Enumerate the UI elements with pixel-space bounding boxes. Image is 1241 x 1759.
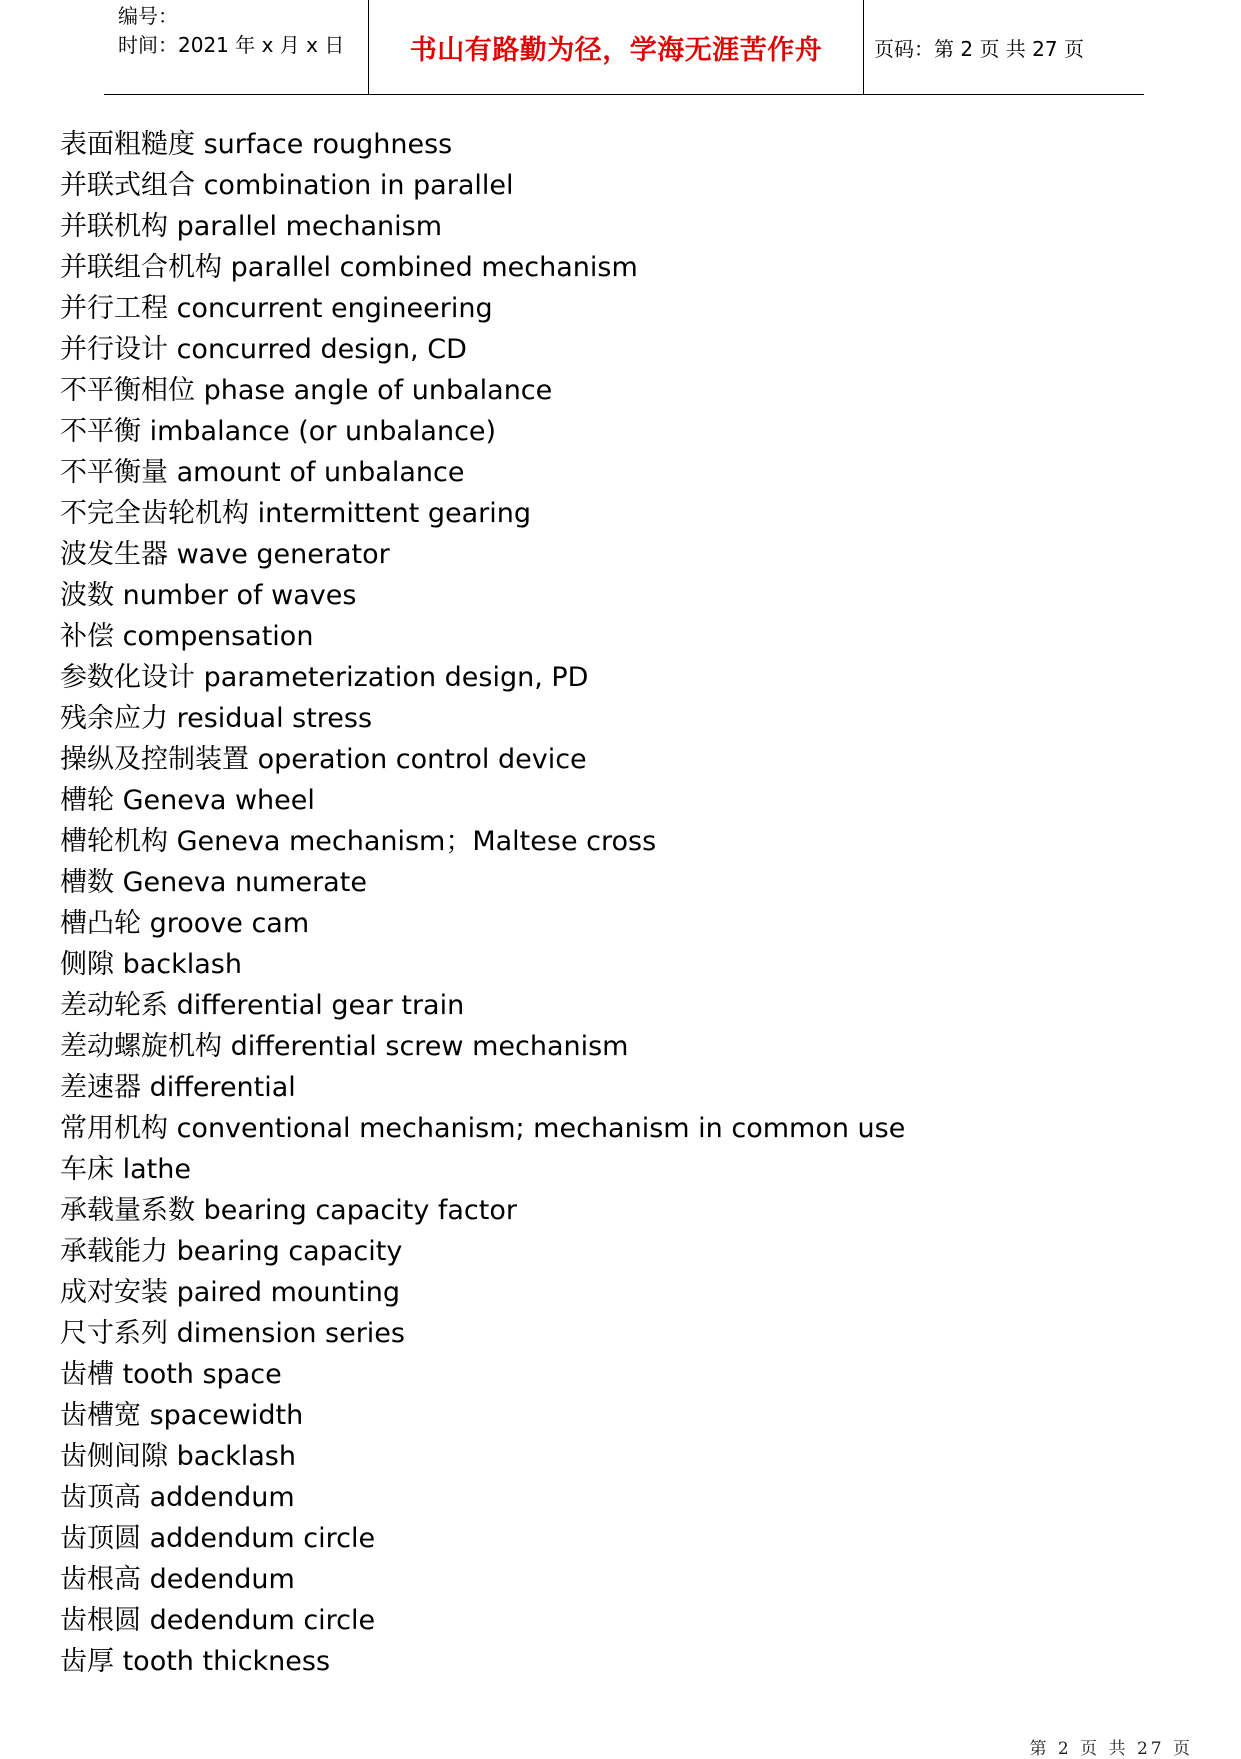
glossary-term: 差动轮系 differential gear train (60, 990, 465, 1021)
glossary-term: 齿厚 tooth thickness (60, 1646, 331, 1677)
document-number-label: 编号： (118, 4, 178, 28)
glossary-term: 齿根圆 dedendum circle (60, 1605, 376, 1636)
glossary-term-list (60, 124, 905, 1682)
glossary-term: 齿顶高 addendum (60, 1482, 295, 1513)
glossary-term: 差动螺旋机构 differential screw mechanism (60, 1031, 629, 1062)
header-motto-cell (368, 0, 864, 94)
glossary-term: 操纵及控制装置 operation control device (60, 744, 587, 775)
glossary-term: 波数 number of waves (60, 580, 357, 611)
glossary-term: 并行工程 concurrent engineering (60, 293, 493, 324)
glossary-term: 槽数 Geneva numerate (60, 867, 367, 898)
glossary-term: 不平衡 imbalance (or unbalance) (60, 416, 497, 447)
glossary-term: 槽轮机构 Geneva mechanism；Maltese cross (60, 826, 657, 857)
glossary-term: 并联式组合 combination in parallel (60, 170, 514, 201)
header-motto: 书山有路勤为径，学海无涯苦作舟 (409, 34, 823, 66)
glossary-term: 承载量系数 bearing capacity factor (60, 1195, 517, 1226)
glossary-term: 槽凸轮 groove cam (60, 908, 310, 939)
page-footer-number: 第 2 页 共 27 页 (1029, 1739, 1193, 1759)
glossary-term: 补偿 compensation (60, 621, 314, 652)
glossary-term: 齿根高 dedendum (60, 1564, 295, 1595)
header-page-cell (862, 0, 1144, 94)
glossary-term: 残余应力 residual stress (60, 703, 373, 734)
glossary-term: 侧隙 backlash (60, 949, 242, 980)
glossary-term: 齿槽宽 spacewidth (60, 1400, 304, 1431)
glossary-term: 齿侧间隙 backlash (60, 1441, 296, 1472)
glossary-term: 不平衡量 amount of unbalance (60, 457, 465, 488)
glossary-term: 并联机构 parallel mechanism (60, 211, 443, 242)
glossary-term: 参数化设计 parameterization design, PD (60, 662, 589, 693)
glossary-term: 车床 lathe (60, 1154, 191, 1185)
glossary-term: 齿槽 tooth space (60, 1359, 282, 1390)
glossary-term: 槽轮 Geneva wheel (60, 785, 315, 816)
glossary-term: 差速器 differential (60, 1072, 296, 1103)
glossary-term: 并联组合机构 parallel combined mechanism (60, 252, 638, 283)
glossary-term: 不平衡相位 phase angle of unbalance (60, 375, 553, 406)
glossary-term: 并行设计 concurred design, CD (60, 334, 467, 365)
header-page-code: 页码：第 2 页 共 27 页 (874, 36, 1084, 61)
glossary-term: 成对安装 paired mounting (60, 1277, 400, 1308)
glossary-term: 承载能力 bearing capacity (60, 1236, 403, 1267)
glossary-term: 常用机构 conventional mechanism; mechanism in common use (60, 1113, 906, 1144)
glossary-term: 齿顶圆 addendum circle (60, 1523, 376, 1554)
header-info-cell (104, 0, 368, 94)
page-header (104, 0, 1144, 95)
glossary-term: 尺寸系列 dimension series (60, 1318, 405, 1349)
document-time-label: 时间：2021 年 x 月 x 日 (118, 33, 345, 57)
glossary-term: 不完全齿轮机构 intermittent gearing (60, 498, 532, 529)
glossary-term: 表面粗糙度 surface roughness (60, 129, 453, 160)
glossary-term: 波发生器 wave generator (60, 539, 390, 570)
